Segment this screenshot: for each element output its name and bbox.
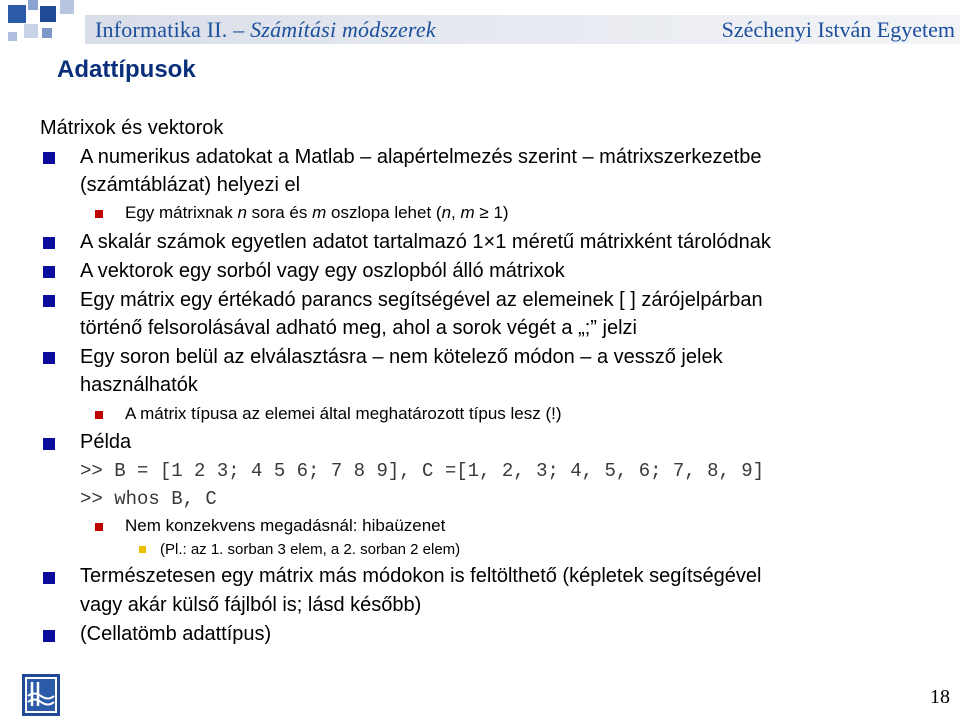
header-logo-squares-icon bbox=[0, 0, 90, 60]
university-logo-icon bbox=[22, 674, 60, 716]
bullet-l1-icon bbox=[43, 630, 55, 642]
list-item: Természetesen egy mátrix más módokon is feltölthető (képletek segítségével bbox=[80, 565, 762, 587]
bullet-l1-icon bbox=[43, 572, 55, 584]
course-title-sub: Számítási módszerek bbox=[250, 17, 436, 42]
list-item: (Cellatömb adattípus) bbox=[80, 623, 272, 645]
bullet-l1-icon bbox=[43, 266, 55, 278]
bullet-l1-icon bbox=[43, 152, 55, 164]
university-name: Széchenyi István Egyetem bbox=[721, 17, 955, 42]
list-item: A numerikus adatokat a Matlab – alapértelmezés szerint – mátrixszerkezetbe bbox=[80, 146, 762, 168]
bullet-l2-icon bbox=[95, 411, 103, 419]
bullet-l2-icon bbox=[95, 523, 103, 531]
list-item: (Pl.: az 1. sorban 3 elem, a 2. sorban 2 elem) bbox=[160, 541, 461, 558]
bullet-l1-icon bbox=[43, 237, 55, 249]
list-item-cont: használhatók bbox=[80, 374, 198, 396]
list-item: A skalár számok egyetlen adatot tartalmazó 1×1 méretű mátrixként tárolódnak bbox=[80, 231, 771, 253]
list-item-cont: (számtáblázat) helyezi el bbox=[80, 174, 301, 196]
intro-line: Mátrixok és vektorok bbox=[40, 117, 224, 139]
list-item: Egy mátrix egy értékadó parancs segítségével az elemeinek [ ] zárójelpárban bbox=[80, 289, 763, 311]
code-line: >> B = [1 2 3; 4 5 6; 7 8 9], C =[1, 2, 3; 4, 5, 6; 7, 8, 9] bbox=[80, 460, 765, 482]
bullet-l1-icon bbox=[43, 295, 55, 307]
list-item-cont: történő felsorolásával adható meg, ahol a sorok végét a „;” jelzi bbox=[80, 317, 637, 339]
course-title-main: Informatika II. bbox=[95, 17, 228, 42]
list-item-cont: vagy akár külső fájlból is; lásd később) bbox=[80, 594, 422, 616]
page-number: 18 bbox=[930, 686, 950, 708]
bullet-l1-icon bbox=[43, 352, 55, 364]
list-item: Példa bbox=[80, 431, 132, 453]
slide-heading: Adattípusok bbox=[57, 56, 196, 83]
list-item: Egy soron belül az elválasztásra – nem kötelező módon – a vessző jelek bbox=[80, 346, 723, 368]
bullet-l3-icon bbox=[139, 546, 146, 553]
course-title: Informatika II. – Számítási módszerek bbox=[95, 17, 436, 42]
list-item: Egy mátrixnak n sora és m oszlopa lehet (n, m ≥ 1) bbox=[125, 203, 509, 222]
slide-header bbox=[0, 0, 960, 50]
bullet-l2-icon bbox=[95, 210, 103, 218]
list-item: Nem konzekvens megadásnál: hibaüzenet bbox=[125, 516, 446, 535]
list-item: A mátrix típusa az elemei által meghatározott típus lesz (!) bbox=[125, 404, 562, 423]
code-line: >> whos B, C bbox=[80, 488, 217, 510]
bullet-l1-icon bbox=[43, 438, 55, 450]
list-item: A vektorok egy sorból vagy egy oszlopból álló mátrixok bbox=[80, 260, 565, 282]
